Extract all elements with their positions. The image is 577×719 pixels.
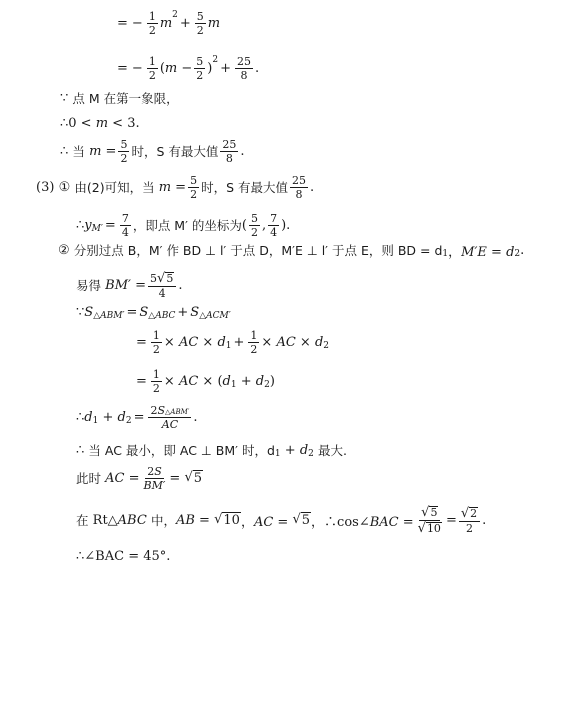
area-line-2: = $\frac{1}{2}$ × AC × d 1 + $\frac{1}{2}$ × AC × d 2 <box>136 328 330 356</box>
quadrant-text: 点 M 在第一象限， <box>72 91 179 106</box>
circled-1: ① <box>58 179 71 195</box>
coord-text: ，即点 M′ 的坐标为 <box>132 218 242 233</box>
in-text: 在 <box>76 513 89 528</box>
from2-text: 由(2)可知，当 <box>74 180 155 195</box>
eq-line-2: = − $\frac{1}{2}$ (m − $\frac{5}{2}$ ) 2 + $\frac{25}{8}$ . <box>117 54 260 82</box>
smax-text-2: 时，S 有最大值 <box>201 180 288 195</box>
part3-label: (3) <box>36 179 55 195</box>
smax-text: 时，S 有最大值 <box>131 144 219 159</box>
now-text: 此时 <box>76 471 102 486</box>
circled-2: ② <box>58 242 70 258</box>
part2-text: 分别过点 B，M′ 作 BD ⊥ l′ 于点 D，M′E ⊥ l′ 于点 E，则 BD = d <box>73 243 443 258</box>
eq-line-1: = − $\frac{1}{2}$ m 2 + $\frac{5}{2}$ m <box>117 9 221 37</box>
bm-line: 易得 BM′ = 5 √ 5 4 . <box>76 270 183 300</box>
part3-line: (3) ① 由(2)可知，当 m = $\frac{5}{2}$ 时，S 有最大值 $\frac{25}{8}$ . <box>36 173 315 201</box>
angle-result: ∠BAC = 45°. <box>84 548 171 564</box>
when-text: 当 <box>72 144 85 159</box>
area-line-1: ∵S △ABM′ = S △ABC + S △ACM′ <box>76 304 231 321</box>
cos-line: 在 Rt△ABC 中， AB = √ 10 ，AC = √ 5 ，∴cos∠BAC = √ 5 √ 10 = √ 2 2 . <box>76 504 487 536</box>
middle-text: 中， <box>150 513 176 528</box>
ac-line: 此时 AC = $\frac{2S}{BM'}$ = √ 5 <box>76 464 203 492</box>
angle-line: ∴ ∠BAC = 45°. <box>76 548 171 564</box>
part2-line: ② 分别过点 B，M′ 作 BD ⊥ l′ 于点 D，M′E ⊥ l′ 于点 E，则 BD = d 1 ，M′E = d 2 . <box>58 242 525 260</box>
m-range-line: ∴0 < m < 3. <box>60 115 140 131</box>
s-max-line: ∴ 当 m = $\frac{5}{2}$ 时，S 有最大值 $\frac{25}{8}$ . <box>60 137 245 165</box>
coord-line: ∴y M′ = $\frac{7}{4}$ ，即点 M′ 的坐标为 ( $\frac{5}{2}$ , $\frac{7}{4}$ ). <box>76 211 291 239</box>
d-sum-line: ∴d 1 + d 2 = $\frac{\text{2S△ABM′}}{AC}$ . <box>76 403 198 431</box>
max-text: 最大. <box>318 443 347 458</box>
min-text: 当 AC 最小，即 AC ⊥ BM′ 时，d <box>88 443 275 458</box>
min-line: ∴ 当 AC 最小，即 AC ⊥ BM′ 时，d 1 + d 2 最大. <box>76 442 347 459</box>
easy-text: 易得 <box>76 278 102 293</box>
because-line: ∵ 点 M 在第一象限， <box>60 90 179 106</box>
area-line-3: = $\frac{1}{2}$ × AC × (d 1 + d 2 ) <box>136 367 275 395</box>
